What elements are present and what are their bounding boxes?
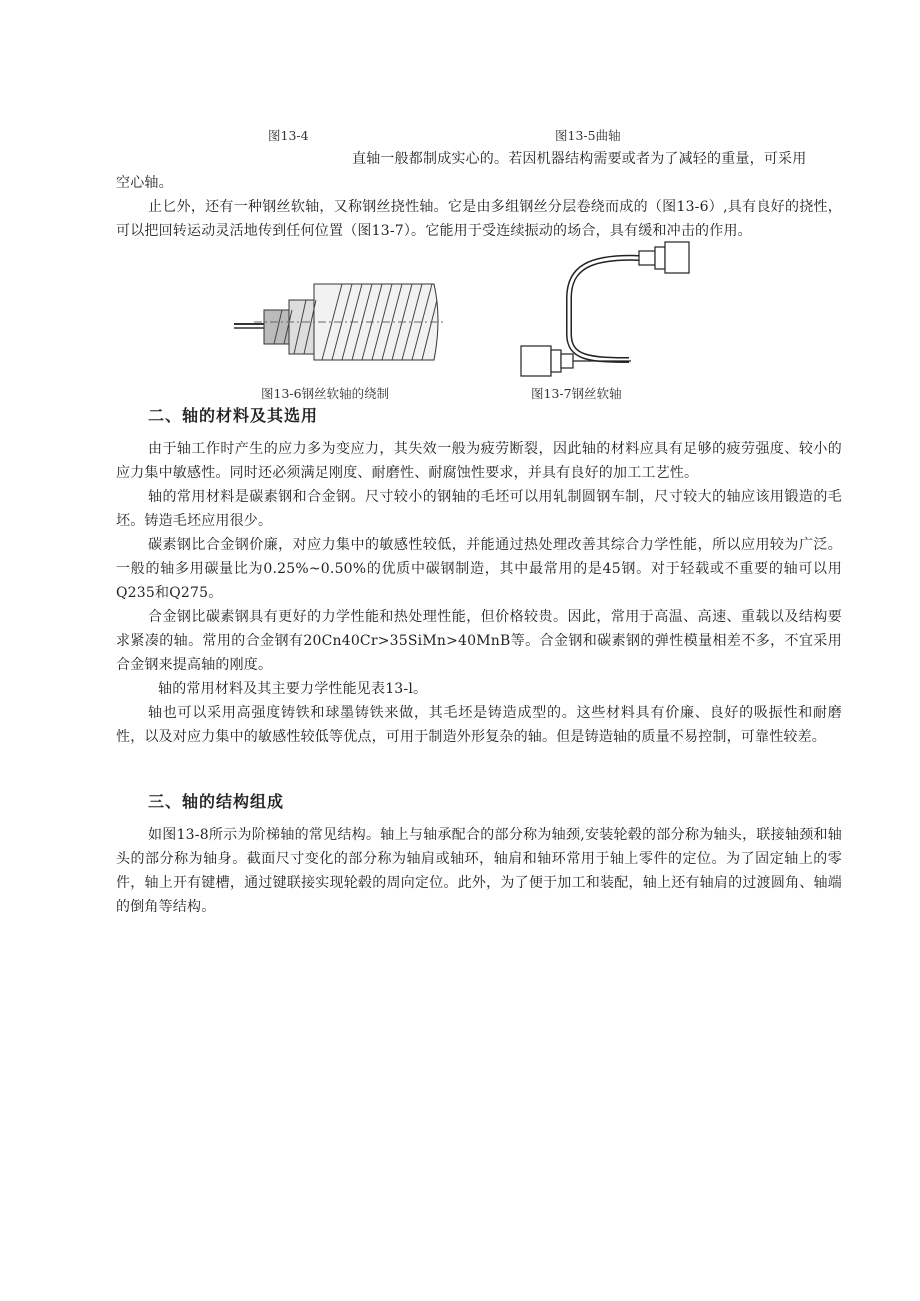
caption-fig-13-7: 图13-7钢丝软轴 [531,386,622,401]
intro-paragraph: 止匕外，还有一种钢丝软轴，又称钢丝挠性轴。它是由多组钢丝分层卷绕而成的（图13-6）,具有良好的挠性，可以把回转运动灵活地传到任何位置（图13-7）。它能用于受连续振动的场合，具有缓和冲击的作用。 [116,199,842,239]
materials-paragraph-1: 由于轴工作时产生的应力多为变应力，其失效一般为疲劳断裂，因此轴的材料应具有足够的疲劳强度、较小的应力集中敏感性。同时还必须满足刚度、耐磨性、耐腐蚀性要求，并具有良好的加工工艺性。 [116,441,842,481]
intro-line-1: 直轴一般都制成实心的。若因机器结构需要或者为了减轻的重量，可采用 [352,151,807,167]
section-heading-materials: 二、轴的材料及其选用 [148,406,319,425]
materials-paragraph-3: 碳素钢比合金钢价廉，对应力集中的敏感性较低，并能通过热处理改善其综合力学性能，所以应用较为广泛。一般的轴多用碳量比为0.25%~0.50%的优质中碳钢制造，其中最常用的是45钢。对于轻载或不重要的轴可以用Q235和Q275。 [116,537,842,601]
materials-paragraph-2: 轴的常用材料是碳素钢和合金钢。尺寸较小的钢轴的毛坯可以用轧制圆钢车制，尺寸较大的轴应该用锻造的毛坯。铸造毛坯应用很少。 [116,489,842,529]
materials-paragraph-6: 轴也可以采用高强度铸铁和球墨铸铁来做，其毛坯是铸造成型的。这些材料具有价廉、良好的吸振性和耐磨性，以及对应力集中的敏感性较低等优点，可用于制造外形复杂的轴。但是铸造轴的质量不易控制，可靠性较差。 [116,705,842,745]
section-heading-structure: 三、轴的结构组成 [148,792,285,811]
structure-paragraph: 如图13-8所示为阶梯轴的常见结构。轴上与轴承配合的部分称为轴颈,安装轮毂的部分称为轴头，联接轴颈和轴头的部分称为轴身。截面尺寸变化的部分称为轴肩或轴环，轴肩和轴环常用于轴上零件的定位。为了固定轴上的零件，轴上开有键槽，通过键联接实现轮毂的周向定位。此外，为了便于加工和装配，轴上还有轴肩的过渡圆角、轴端的倒角等结构。 [116,827,842,915]
intro-line-2: 空心轴。 [116,175,173,191]
figure-wire-shaft-winding [234,270,444,368]
caption-fig-13-6: 图13-6钢丝软轴的绕制 [261,386,390,401]
materials-paragraph-5: 轴的常用材料及其主要力学性能见表13-l。 [158,681,428,697]
caption-fig-13-5: 图13-5曲轴 [555,128,621,143]
figure-flexible-wire-shaft [519,238,699,378]
materials-paragraph-4: 合金钢比碳素钢具有更好的力学性能和热处理性能，但价格较贵。因此，常用于高温、高速、重载以及结构要求紧凑的轴。常用的合金钢有20Cn40Cr>35SiMn>40MnB等。合金钢和碳素钢的弹性模量相差不多，不宜采用合金钢来提高轴的刚度。 [116,609,842,673]
caption-fig-13-4: 图13-4 [268,128,309,143]
